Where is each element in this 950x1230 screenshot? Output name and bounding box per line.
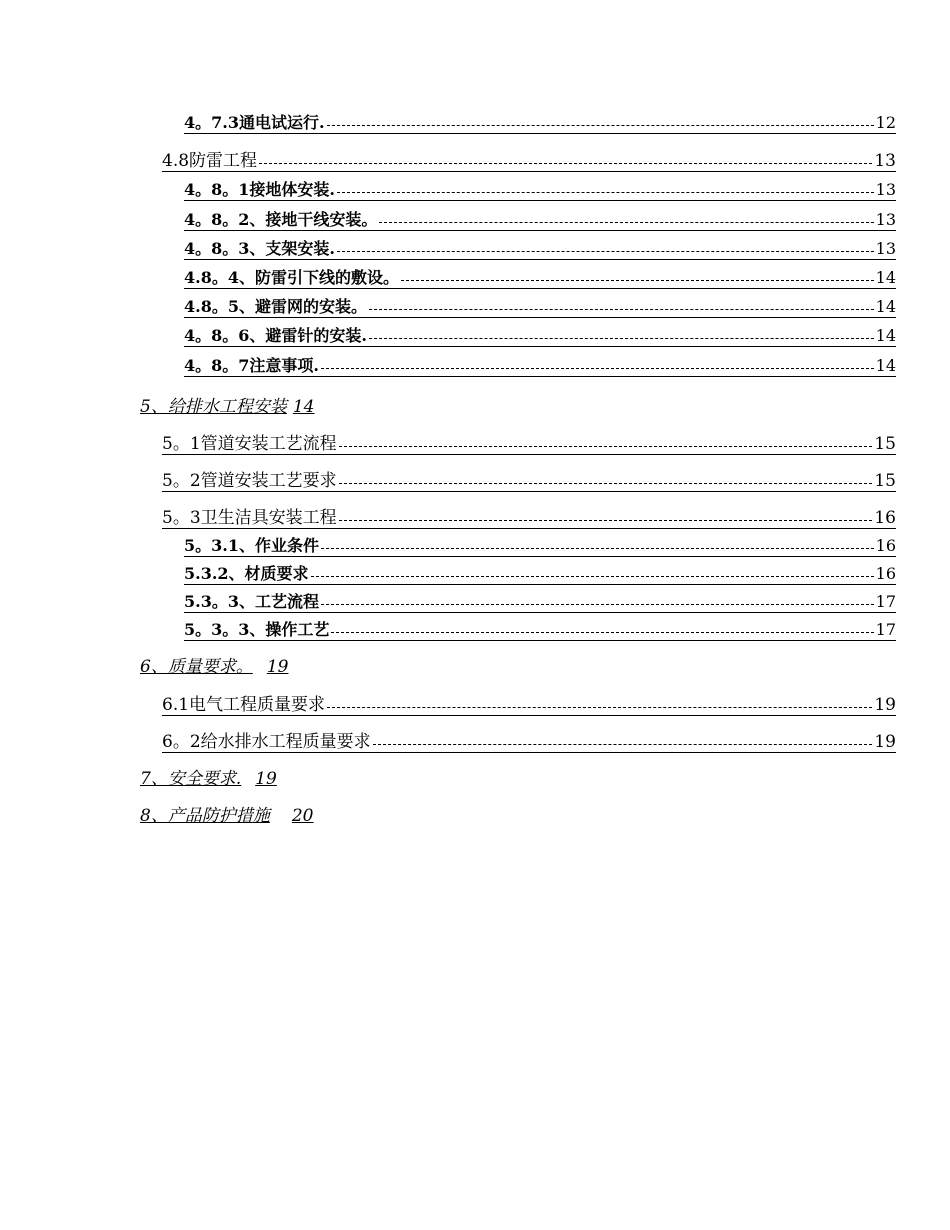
toc-entry-title: 5。2管道安装工艺要求 [162, 471, 337, 491]
toc-leader [369, 308, 874, 310]
toc-entry-title: 4。8。7注意事项. [184, 356, 319, 375]
toc-page-number: 13 [874, 151, 896, 171]
toc-entry-4-8-1[interactable] [184, 178, 896, 201]
toc-entry-title: 4。8。2、接地干线安装。 [184, 210, 378, 229]
toc-entry-4-8-2[interactable] [184, 208, 896, 231]
toc-page-number: 15 [874, 434, 896, 454]
toc-leader [321, 603, 874, 605]
toc-leader [379, 221, 873, 223]
toc-entry-4-8-7[interactable] [184, 354, 896, 377]
toc-page-number: 19 [874, 732, 896, 752]
toc-entry-title: 5.3.2、材质要求 [184, 564, 309, 583]
toc-entry-title: 6。2给水排水工程质量要求 [162, 732, 371, 752]
toc-page-number: 17 [875, 620, 896, 639]
toc-entry-5-1[interactable] [162, 432, 896, 455]
toc-entry-title: 7、安全要求. [140, 769, 242, 789]
toc-entry-title: 4.8。4、防雷引下线的敷设。 [184, 268, 399, 287]
toc-page-number: 16 [875, 564, 896, 583]
toc-entry-title: 6、质量要求。 [140, 657, 253, 677]
toc-entry-4-8-3[interactable] [184, 237, 896, 260]
toc-entry-5-3-3-operation[interactable] [184, 618, 896, 641]
toc-entry-6-2[interactable] [162, 730, 896, 753]
toc-entry-title: 4。8。1接地体安装. [184, 180, 335, 199]
toc-section-6[interactable] [140, 655, 288, 677]
toc-section-8[interactable] [140, 804, 313, 826]
toc-leader [327, 706, 872, 708]
toc-leader [331, 631, 873, 633]
toc-entry-title: 5。3卫生洁具安装工程 [162, 508, 337, 528]
toc-page-number: 14 [875, 268, 896, 287]
toc-entry-title: 5、给排水工程安装 [140, 397, 287, 417]
toc-entry-title: 4。8。3、支架安装. [184, 239, 335, 258]
toc-entry-4-8-6[interactable] [184, 324, 896, 347]
toc-leader [259, 162, 872, 164]
toc-entry-title: 5。1管道安装工艺流程 [162, 434, 337, 454]
toc-page-number: 14 [875, 297, 896, 316]
toc-leader [337, 250, 874, 252]
toc-page-number: 13 [875, 239, 896, 258]
toc-entry-title: 8、产品防护措施 [140, 806, 270, 826]
toc-page-number: 19 [266, 657, 289, 677]
toc-leader [339, 445, 873, 447]
toc-entry-title: 5。3.1、作业条件 [184, 536, 319, 555]
toc-entry-5-3-2[interactable] [184, 562, 896, 585]
toc-entry-5-3-3-flow[interactable] [184, 590, 896, 613]
toc-entry-title: 6.1电气工程质量要求 [162, 695, 326, 715]
toc-leader [321, 367, 874, 369]
toc-page-number: 19 [874, 695, 896, 715]
toc-page-number: 16 [875, 536, 896, 555]
toc-section-7[interactable] [140, 767, 277, 789]
toc-leader [339, 482, 873, 484]
toc-page-number: 17 [875, 592, 896, 611]
toc-entry-title: 4。7.3通电试运行. [184, 113, 325, 132]
toc-leader [321, 547, 874, 549]
toc-leader [369, 337, 874, 339]
toc-leader [339, 519, 873, 521]
toc-entry-title: 4.8。5、避雷网的安装。 [184, 297, 367, 316]
toc-section-5[interactable] [140, 395, 314, 417]
toc-entry-title: 4。8。6、避雷针的安装. [184, 326, 367, 345]
toc-entry-5-3-1[interactable] [184, 534, 896, 557]
toc-entry-4-8-5[interactable] [184, 295, 896, 318]
toc-leader [337, 191, 874, 193]
toc-entry-5-2[interactable] [162, 469, 896, 492]
toc-entry-5-3[interactable] [162, 506, 896, 529]
toc-leader [327, 124, 874, 126]
toc-leader [373, 743, 873, 745]
toc-page-number: 14 [292, 397, 315, 417]
toc-page-number: 19 [255, 769, 277, 789]
toc-page-number: 13 [875, 210, 896, 229]
toc-entry-4-8-4[interactable] [184, 266, 896, 289]
toc-leader [401, 279, 874, 281]
toc-page-number: 12 [875, 113, 896, 132]
toc-entry-title: 5.3。3、工艺流程 [184, 592, 319, 611]
toc-leader [311, 575, 874, 577]
toc-page-number: 14 [875, 356, 896, 375]
toc-page-number: 15 [874, 471, 896, 491]
toc-entry-title: 4.8防雷工程 [162, 151, 258, 171]
toc-entry-title: 5。3。3、操作工艺 [184, 620, 330, 639]
toc-entry-4-7-3[interactable] [184, 111, 896, 134]
toc-page-number: 16 [874, 508, 896, 528]
toc-page-number: 14 [875, 326, 896, 345]
toc-page-number: 13 [875, 180, 896, 199]
toc-page-number: 20 [291, 806, 314, 826]
toc-entry-4-8[interactable] [162, 149, 896, 172]
toc-entry-6-1[interactable] [162, 693, 896, 716]
